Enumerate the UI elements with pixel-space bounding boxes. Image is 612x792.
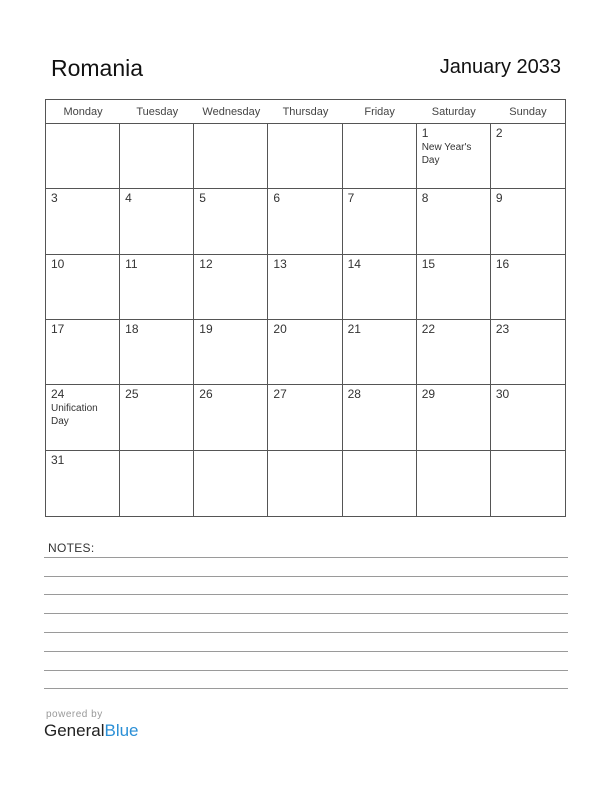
note-line xyxy=(44,594,568,595)
day-number: 11 xyxy=(125,256,138,271)
day-cell xyxy=(343,255,417,320)
day-number: 31 xyxy=(51,452,65,467)
day-cell xyxy=(268,124,342,189)
day-cell xyxy=(268,385,342,450)
weekday-header-wednesday: Wednesday xyxy=(194,100,268,124)
day-cell xyxy=(194,451,268,516)
day-number: 22 xyxy=(421,322,436,336)
day-cell xyxy=(268,320,342,385)
day-number: 1 xyxy=(421,126,429,140)
day-number: 24 xyxy=(51,387,65,402)
weekday-header-monday: Monday xyxy=(46,100,120,124)
day-cell xyxy=(343,124,417,189)
day-cell xyxy=(491,451,565,516)
day-cell xyxy=(120,385,194,450)
note-line xyxy=(44,688,568,689)
brand-blue: Blue xyxy=(104,721,139,740)
day-cell xyxy=(46,124,120,189)
day-cell xyxy=(120,124,194,189)
day-cell xyxy=(491,189,565,254)
day-cell xyxy=(46,320,120,385)
brand-general: General xyxy=(44,721,105,740)
note-line xyxy=(44,557,568,558)
day-number: 23 xyxy=(495,322,510,336)
day-number: 3 xyxy=(51,191,58,206)
day-number: 26 xyxy=(199,387,213,402)
day-number: 4 xyxy=(125,191,132,206)
day-number: 7 xyxy=(347,191,355,206)
note-line xyxy=(44,651,568,652)
weekday-header-tuesday: Tuesday xyxy=(120,100,194,124)
notes-label: NOTES: xyxy=(48,541,95,555)
day-cell xyxy=(491,385,565,450)
day-cell xyxy=(120,255,194,320)
holiday-label: Unification Day xyxy=(51,403,98,428)
day-number: 27 xyxy=(273,387,287,402)
day-cell xyxy=(417,189,491,254)
day-cell xyxy=(194,320,268,385)
day-cell xyxy=(268,451,342,516)
day-cell xyxy=(46,255,120,320)
day-number: 6 xyxy=(273,191,281,206)
note-line xyxy=(44,613,568,614)
day-number: 15 xyxy=(421,256,436,271)
day-number: 2 xyxy=(495,126,503,140)
day-cell xyxy=(343,189,417,254)
day-cell xyxy=(491,255,565,320)
day-cell xyxy=(194,255,268,320)
day-cell xyxy=(417,451,491,516)
calendar-grid xyxy=(45,99,566,517)
day-cell xyxy=(343,320,417,385)
day-number: 17 xyxy=(51,322,65,336)
day-number: 13 xyxy=(273,256,287,271)
day-cell xyxy=(46,451,120,516)
day-number: 21 xyxy=(347,322,361,336)
day-cell xyxy=(417,124,491,189)
day-number: 8 xyxy=(421,191,429,206)
weekday-header-friday: Friday xyxy=(343,100,417,124)
day-cell xyxy=(417,385,491,450)
day-cell xyxy=(268,255,342,320)
note-line xyxy=(44,632,568,633)
weekday-header-saturday: Saturday xyxy=(417,100,491,124)
day-number: 9 xyxy=(495,191,503,206)
day-cell xyxy=(120,451,194,516)
weekday-header-thursday: Thursday xyxy=(268,100,342,124)
day-number: 25 xyxy=(125,387,139,402)
day-number: 29 xyxy=(421,387,436,402)
generalblue-logo xyxy=(44,721,139,741)
day-number: 5 xyxy=(199,191,206,206)
day-number: 14 xyxy=(347,256,361,271)
day-number: 30 xyxy=(495,387,510,402)
day-number: 16 xyxy=(495,256,510,271)
day-cell xyxy=(417,255,491,320)
weekday-header-sunday: Sunday xyxy=(491,100,565,124)
day-cell xyxy=(343,451,417,516)
day-cell xyxy=(120,189,194,254)
note-line xyxy=(44,670,568,671)
day-cell xyxy=(268,189,342,254)
day-number: 28 xyxy=(347,387,361,402)
day-number: 12 xyxy=(199,256,213,271)
day-cell xyxy=(491,124,565,189)
day-cell xyxy=(417,320,491,385)
country-title: Romania xyxy=(51,55,144,81)
powered-by-text: powered by xyxy=(46,709,103,720)
day-cell xyxy=(194,189,268,254)
day-cell xyxy=(194,124,268,189)
holiday-label: New Year's Day xyxy=(421,142,472,166)
day-number: 20 xyxy=(273,322,287,336)
day-number: 18 xyxy=(125,322,139,336)
day-cell xyxy=(343,385,417,450)
day-cell xyxy=(120,320,194,385)
note-line xyxy=(44,576,568,577)
day-cell xyxy=(46,189,120,254)
day-cell xyxy=(194,385,268,450)
month-year-title: January 2033 xyxy=(439,56,561,78)
day-number: 10 xyxy=(51,256,65,271)
day-cell xyxy=(46,385,120,450)
day-cell xyxy=(491,320,565,385)
day-number: 19 xyxy=(199,322,213,336)
